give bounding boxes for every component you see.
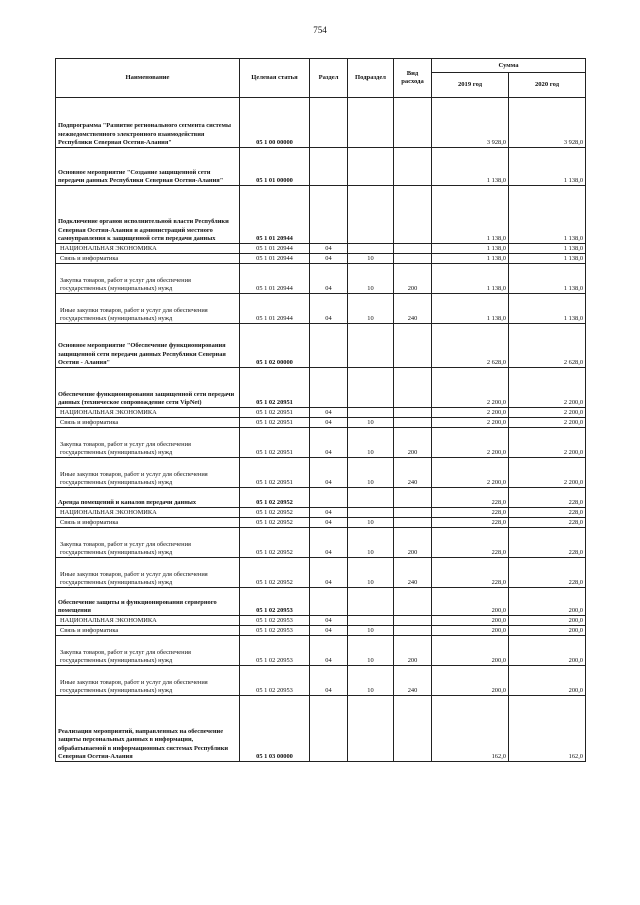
table-row: [56, 696, 586, 762]
row-amount-2019: 228,0: [432, 558, 509, 588]
row-amount-2019: 200,0: [432, 626, 509, 636]
row-name: Подпрограмма "Развитие регионального сегмента системы межведомственного электронного взаимодействия Республики Северная Осетия-Алания": [56, 98, 240, 148]
row-amount-2019: 200,0: [432, 588, 509, 616]
row-name: Закупка товаров, работ и услуг для обеспечения государственных (муниципальных) нужд: [56, 264, 240, 294]
row-kind: [394, 626, 432, 636]
row-section: [310, 588, 348, 616]
table-row: [56, 254, 586, 264]
row-target-code: 05 1 01 20944: [240, 294, 310, 324]
row-target-code: 05 1 02 20951: [240, 458, 310, 488]
table-row: [56, 244, 586, 254]
table-row: [56, 324, 586, 368]
row-section: 04: [310, 254, 348, 264]
row-section: 04: [310, 626, 348, 636]
row-amount-2019: 3 928,0: [432, 98, 509, 148]
row-amount-2019: 228,0: [432, 488, 509, 508]
row-amount-2019: 2 200,0: [432, 418, 509, 428]
row-subsection: [348, 368, 394, 408]
row-name: Иные закупки товаров, работ и услуг для обеспечения государственных (муниципальных) нужд: [56, 458, 240, 488]
header-kind: Вид расхода: [394, 59, 432, 98]
row-target-code: 05 1 01 20944: [240, 254, 310, 264]
row-amount-2020: 228,0: [509, 488, 586, 508]
row-subsection: 10: [348, 254, 394, 264]
row-kind: 200: [394, 428, 432, 458]
row-amount-2020: 1 138,0: [509, 254, 586, 264]
row-target-code: 05 1 02 20951: [240, 428, 310, 458]
row-name: Иные закупки товаров, работ и услуг для обеспечения государственных (муниципальных) нужд: [56, 294, 240, 324]
row-section: [310, 696, 348, 762]
row-amount-2020: 200,0: [509, 636, 586, 666]
row-target-code: 05 1 03 00000: [240, 696, 310, 762]
row-amount-2019: 1 138,0: [432, 254, 509, 264]
row-amount-2019: 2 628,0: [432, 324, 509, 368]
row-amount-2019: 1 138,0: [432, 148, 509, 186]
row-section: 04: [310, 264, 348, 294]
table-row: [56, 186, 586, 244]
row-subsection: 10: [348, 418, 394, 428]
table-row: [56, 588, 586, 616]
row-kind: [394, 518, 432, 528]
table-row: [56, 508, 586, 518]
header-subsection: Подраздел: [348, 59, 394, 98]
table-row: [56, 408, 586, 418]
row-kind: [394, 186, 432, 244]
row-kind: 200: [394, 636, 432, 666]
row-section: [310, 368, 348, 408]
row-name: Иные закупки товаров, работ и услуг для обеспечения государственных (муниципальных) нужд: [56, 558, 240, 588]
row-section: 04: [310, 244, 348, 254]
row-kind: 200: [394, 528, 432, 558]
row-kind: [394, 418, 432, 428]
table-row: [56, 264, 586, 294]
row-kind: [394, 508, 432, 518]
row-name: Подключение органов исполнительной власти Республики Северная Осетия-Алания и администраций местного самоуправления к защищенной сети передачи данных: [56, 186, 240, 244]
row-target-code: 05 1 01 20944: [240, 244, 310, 254]
row-section: 04: [310, 616, 348, 626]
row-amount-2020: 1 138,0: [509, 148, 586, 186]
row-subsection: 10: [348, 666, 394, 696]
row-subsection: 10: [348, 518, 394, 528]
row-section: [310, 98, 348, 148]
row-subsection: 10: [348, 294, 394, 324]
row-amount-2019: 200,0: [432, 636, 509, 666]
row-subsection: [348, 98, 394, 148]
row-name: НАЦИОНАЛЬНАЯ ЭКОНОМИКА: [56, 244, 240, 254]
row-amount-2020: 200,0: [509, 666, 586, 696]
row-amount-2020: 2 628,0: [509, 324, 586, 368]
row-amount-2019: 200,0: [432, 666, 509, 696]
row-amount-2019: 2 200,0: [432, 428, 509, 458]
table-row: [56, 428, 586, 458]
row-name: Связь и информатика: [56, 626, 240, 636]
row-kind: [394, 488, 432, 508]
row-amount-2020: 200,0: [509, 588, 586, 616]
row-amount-2019: 228,0: [432, 518, 509, 528]
row-kind: [394, 368, 432, 408]
row-amount-2019: 200,0: [432, 616, 509, 626]
header-sum: Сумма: [432, 59, 586, 73]
row-section: 04: [310, 666, 348, 696]
header-target: Целевая статья: [240, 59, 310, 98]
table-row: [56, 294, 586, 324]
row-target-code: 05 1 01 00000: [240, 148, 310, 186]
table-row: [56, 558, 586, 588]
row-amount-2020: 2 200,0: [509, 418, 586, 428]
table-row: [56, 148, 586, 186]
row-amount-2020: 228,0: [509, 518, 586, 528]
row-section: 04: [310, 518, 348, 528]
row-name: Обеспечение защиты и функционирования серверного помещения: [56, 588, 240, 616]
row-section: 04: [310, 294, 348, 324]
row-kind: 240: [394, 558, 432, 588]
header-2019: 2019 год: [432, 73, 509, 98]
row-subsection: [348, 488, 394, 508]
table-body: [56, 98, 586, 762]
row-subsection: [348, 588, 394, 616]
row-target-code: 05 1 01 20944: [240, 264, 310, 294]
row-target-code: 05 1 02 20952: [240, 528, 310, 558]
row-subsection: 10: [348, 458, 394, 488]
row-section: 04: [310, 408, 348, 418]
row-amount-2019: 2 200,0: [432, 408, 509, 418]
row-target-code: 05 1 02 20953: [240, 666, 310, 696]
row-target-code: 05 1 02 20951: [240, 368, 310, 408]
row-amount-2020: 2 200,0: [509, 428, 586, 458]
row-name: Связь и информатика: [56, 254, 240, 264]
row-amount-2020: 1 138,0: [509, 264, 586, 294]
row-kind: 240: [394, 666, 432, 696]
row-subsection: [348, 616, 394, 626]
table-row: [56, 488, 586, 508]
row-amount-2019: 1 138,0: [432, 294, 509, 324]
row-target-code: 05 1 02 20952: [240, 558, 310, 588]
row-target-code: 05 1 02 20953: [240, 616, 310, 626]
row-amount-2020: 2 200,0: [509, 408, 586, 418]
table-row: [56, 528, 586, 558]
row-section: [310, 148, 348, 186]
row-name: Закупка товаров, работ и услуг для обеспечения государственных (муниципальных) нужд: [56, 636, 240, 666]
row-amount-2020: 200,0: [509, 626, 586, 636]
table-row: [56, 666, 586, 696]
row-subsection: [348, 508, 394, 518]
row-name: Реализация мероприятий, направленных на обеспечение защиты персональных данных в информации, обрабатываемой в информационных системах Республики Северная Осетия-Алания: [56, 696, 240, 762]
row-section: 04: [310, 528, 348, 558]
header-section: Раздел: [310, 59, 348, 98]
row-amount-2019: 2 200,0: [432, 368, 509, 408]
row-amount-2020: 1 138,0: [509, 294, 586, 324]
row-name: Связь и информатика: [56, 518, 240, 528]
row-section: 04: [310, 418, 348, 428]
row-kind: [394, 616, 432, 626]
row-amount-2020: 228,0: [509, 508, 586, 518]
row-subsection: 10: [348, 428, 394, 458]
row-amount-2019: 1 138,0: [432, 244, 509, 254]
row-subsection: [348, 696, 394, 762]
table-row: [56, 418, 586, 428]
row-target-code: 05 1 00 00000: [240, 98, 310, 148]
row-target-code: 05 1 02 20953: [240, 626, 310, 636]
row-name: Закупка товаров, работ и услуг для обеспечения государственных (муниципальных) нужд: [56, 428, 240, 458]
header-name: Наименование: [56, 59, 240, 98]
row-name: Закупка товаров, работ и услуг для обеспечения государственных (муниципальных) нужд: [56, 528, 240, 558]
row-subsection: [348, 148, 394, 186]
row-kind: 240: [394, 294, 432, 324]
row-target-code: 05 1 02 20951: [240, 408, 310, 418]
row-section: [310, 324, 348, 368]
row-target-code: 05 1 02 20952: [240, 508, 310, 518]
budget-table: [55, 58, 586, 762]
row-amount-2020: 2 200,0: [509, 458, 586, 488]
row-name: Иные закупки товаров, работ и услуг для обеспечения государственных (муниципальных) нужд: [56, 666, 240, 696]
row-amount-2020: 3 928,0: [509, 98, 586, 148]
row-subsection: 10: [348, 528, 394, 558]
row-kind: [394, 254, 432, 264]
row-amount-2019: 1 138,0: [432, 186, 509, 244]
row-name: Основное мероприятие "Обеспечение функционирования защищенной сети передачи данных Республики Северная Осетия - Алания": [56, 324, 240, 368]
row-amount-2019: 162,0: [432, 696, 509, 762]
row-name: Основное мероприятие "Создание защищенной сети передачи данных Республики Северная Осетия-Алания": [56, 148, 240, 186]
row-section: [310, 488, 348, 508]
row-target-code: 05 1 01 20944: [240, 186, 310, 244]
row-amount-2020: 200,0: [509, 616, 586, 626]
row-amount-2019: 2 200,0: [432, 458, 509, 488]
row-name: Обеспечение функционирования защищенной сети передачи данных (техническое сопровождение сети VipNet): [56, 368, 240, 408]
row-section: 04: [310, 558, 348, 588]
row-section: 04: [310, 636, 348, 666]
row-kind: [394, 696, 432, 762]
row-name: Связь и информатика: [56, 418, 240, 428]
row-kind: [394, 408, 432, 418]
row-kind: 200: [394, 264, 432, 294]
row-amount-2019: 1 138,0: [432, 264, 509, 294]
table-row: [56, 518, 586, 528]
row-target-code: 05 1 02 20953: [240, 588, 310, 616]
row-target-code: 05 1 02 00000: [240, 324, 310, 368]
row-name: НАЦИОНАЛЬНАЯ ЭКОНОМИКА: [56, 408, 240, 418]
row-section: 04: [310, 458, 348, 488]
row-amount-2019: 228,0: [432, 528, 509, 558]
row-kind: [394, 324, 432, 368]
row-kind: [394, 148, 432, 186]
row-amount-2020: 162,0: [509, 696, 586, 762]
row-subsection: [348, 408, 394, 418]
row-subsection: 10: [348, 626, 394, 636]
row-subsection: 10: [348, 264, 394, 294]
row-amount-2020: 228,0: [509, 528, 586, 558]
row-amount-2019: 228,0: [432, 508, 509, 518]
row-target-code: 05 1 02 20952: [240, 488, 310, 508]
table-row: [56, 626, 586, 636]
row-kind: [394, 98, 432, 148]
row-target-code: 05 1 02 20953: [240, 636, 310, 666]
row-amount-2020: 228,0: [509, 558, 586, 588]
row-kind: 240: [394, 458, 432, 488]
row-subsection: 10: [348, 558, 394, 588]
table-row: [56, 636, 586, 666]
row-subsection: 10: [348, 636, 394, 666]
row-section: 04: [310, 508, 348, 518]
row-subsection: [348, 244, 394, 254]
row-section: 04: [310, 428, 348, 458]
row-amount-2020: 1 138,0: [509, 186, 586, 244]
table-row: [56, 98, 586, 148]
table-row: [56, 616, 586, 626]
row-name: НАЦИОНАЛЬНАЯ ЭКОНОМИКА: [56, 616, 240, 626]
row-target-code: 05 1 02 20951: [240, 418, 310, 428]
row-name: НАЦИОНАЛЬНАЯ ЭКОНОМИКА: [56, 508, 240, 518]
row-target-code: 05 1 02 20952: [240, 518, 310, 528]
page-number: 754: [313, 25, 327, 35]
row-subsection: [348, 324, 394, 368]
header-2020: 2020 год: [509, 73, 586, 98]
row-kind: [394, 244, 432, 254]
table-row: [56, 458, 586, 488]
table-row: [56, 368, 586, 408]
row-amount-2020: 2 200,0: [509, 368, 586, 408]
row-kind: [394, 588, 432, 616]
row-section: [310, 186, 348, 244]
row-amount-2020: 1 138,0: [509, 244, 586, 254]
row-subsection: [348, 186, 394, 244]
row-name: Аренда помещений и каналов передачи данных: [56, 488, 240, 508]
